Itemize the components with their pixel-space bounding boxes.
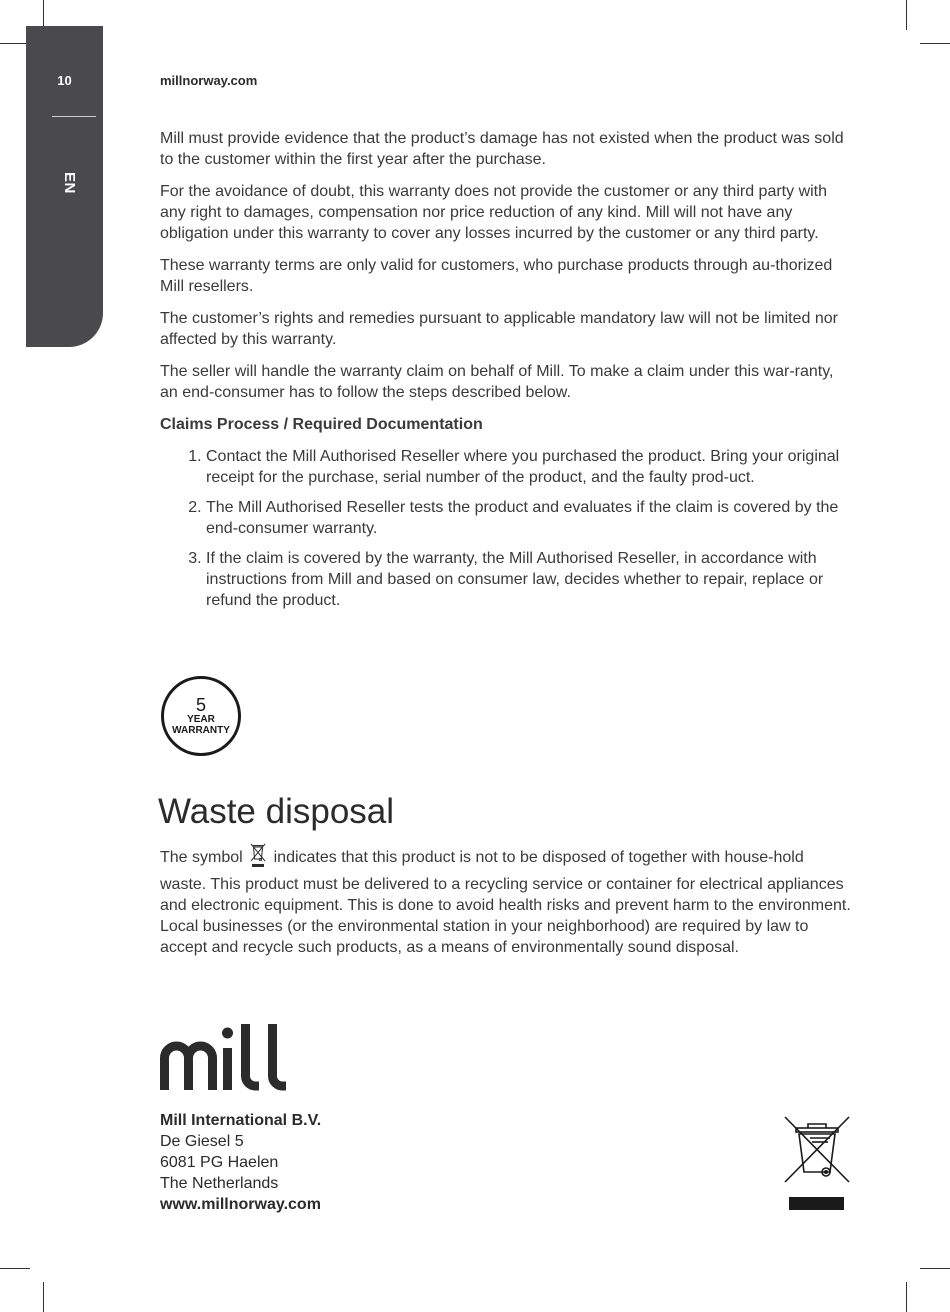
claims-step: 3. If the claim is covered by the warranty, the Mill Authorised Reseller, in accordance with instructions from Mill and based on consumer law, decides whether to repair, replace or refund the product. <box>206 548 850 611</box>
claims-step: 2. The Mill Authorised Reseller tests the product and evaluates if the claim is covered by the end-consumer warranty. <box>206 497 850 539</box>
crop-mark <box>0 1268 30 1269</box>
address-street: De Giesel 5 <box>160 1133 244 1150</box>
tab-divider <box>52 116 96 117</box>
waste-text-before: The symbol <box>160 849 243 866</box>
claims-heading: Claims Process / Required Documentation <box>160 416 483 433</box>
company-name: Mill International B.V. <box>160 1112 322 1129</box>
waste-disposal-text <box>160 842 852 958</box>
warranty-paragraph: For the avoidance of doubt, this warranty does not provide the customer or any third party with any right to damages, compensation nor price reduction of any kind. Mill will not have any obligation under this warranty to cover any losses incurred by the customer or any third party. <box>160 183 828 242</box>
badge-year-label: YEAR <box>187 714 215 725</box>
address-city: 6081 PG Haelen <box>160 1154 279 1171</box>
crop-mark <box>920 43 950 44</box>
warranty-section <box>160 128 850 620</box>
crop-mark <box>906 1282 907 1312</box>
warranty-paragraph: Mill must provide evidence that the product’s damage has not existed when the product was sold to the customer within the first year after the purchase. <box>160 130 844 168</box>
language-label: EN <box>61 172 78 194</box>
crop-mark <box>920 1268 950 1269</box>
page-number: 10 <box>57 73 72 88</box>
waste-text-after: indicates that this product is not to be disposed of together with house-hold waste. This product must be delivered to a recycling service or container for electrical appliances and electronic equipment. This is done to avoid health risks and prevent harm to the environment. Local businesses (or the environmental station in your neighborhood) are required by law to accept and recycle such products, as a means of environmentally sound disposal. <box>160 849 851 956</box>
wheelie-bin-icon <box>249 842 267 874</box>
claims-step: 1. Contact the Mill Authorised Reseller where you purchased the product. Bring your original receipt for the purchase, serial number of the product, and the faulty prod-uct. <box>206 446 850 488</box>
crop-mark <box>906 0 907 30</box>
badge-number: 5 <box>195 695 206 715</box>
warranty-paragraph: The seller will handle the warranty claim on behalf of Mill. To make a claim under this war-ranty, an end-consumer has to follow the steps described below. <box>160 363 834 401</box>
crossed-out-wheelie-bin-icon <box>782 1114 852 1219</box>
footer-website-link[interactable]: www.millnorway.com <box>160 1196 321 1213</box>
address-country: The Netherlands <box>160 1175 279 1192</box>
warranty-badge <box>161 676 241 756</box>
company-address <box>160 1110 321 1215</box>
mill-logo-graphic <box>158 1024 303 1092</box>
header-website: millnorway.com <box>160 73 258 88</box>
claims-steps-list <box>160 446 850 611</box>
crop-mark <box>43 1282 44 1312</box>
waste-disposal-heading: Waste disposal <box>158 792 395 831</box>
mill-logo <box>158 1024 303 1097</box>
badge-warranty-label: WARRANTY <box>172 725 230 736</box>
warranty-paragraph: The customer’s rights and remedies pursuant to applicable mandatory law will not be limited nor affected by this warranty. <box>160 310 838 348</box>
warranty-paragraph: These warranty terms are only valid for customers, who purchase products through au-thorized Mill resellers. <box>160 257 833 295</box>
